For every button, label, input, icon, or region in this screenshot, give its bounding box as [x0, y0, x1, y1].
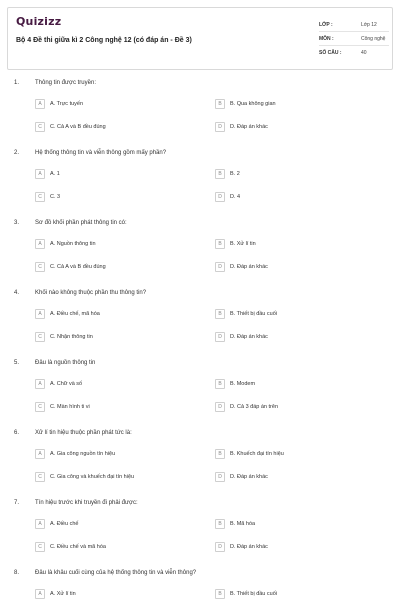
- option-letter-box: C: [35, 262, 45, 272]
- option-letter-box: C: [35, 192, 45, 202]
- option-letter-box: C: [35, 122, 45, 132]
- question-text: Tín hiệu trước khi truyền đi phải được:: [35, 500, 138, 506]
- option-letter-box: B: [215, 519, 225, 529]
- question-number: 3.: [14, 220, 20, 226]
- option-text: A. 1: [50, 171, 60, 177]
- option-text: D. Đáp án khác: [230, 264, 268, 270]
- option-text: B. 2: [230, 171, 240, 177]
- option-text: B. Qua không gian: [230, 101, 276, 107]
- option-text: D. 4: [230, 194, 241, 200]
- question-item: [0, 570, 400, 600]
- question-number: 4.: [14, 290, 20, 296]
- option-letter-box: D: [215, 262, 225, 272]
- option-letter-box: A: [35, 309, 45, 319]
- question-item: [0, 430, 400, 500]
- question-text: Sơ đồ khối phần phát thông tin có:: [35, 220, 127, 226]
- option-letter-box: C: [35, 542, 45, 552]
- option-letter-box: D: [215, 472, 225, 482]
- meta-value: 40: [361, 50, 367, 56]
- option-letter-box: C: [35, 332, 45, 342]
- quizizz-logo: Quizizz: [16, 15, 62, 28]
- option-text: D. Đáp án khác: [230, 334, 268, 340]
- option-text: C. Gia công và khuếch đại tín hiệu: [50, 474, 135, 480]
- question-item: [0, 220, 400, 290]
- worksheet-header: [7, 7, 393, 70]
- option-text: A. Nguồn thông tin: [50, 241, 96, 247]
- question-text: Đâu là nguồn thông tin: [35, 360, 96, 366]
- option-letter-box: B: [215, 379, 225, 389]
- worksheet-title: Bộ 4 Đề thi giữa kì 2 Công nghệ 12 (có đáp án - Đề 3): [16, 37, 192, 44]
- question-item: [0, 500, 400, 570]
- question-number: 2.: [14, 150, 20, 156]
- question-number: 5.: [14, 360, 20, 366]
- option-text: C. Cả A và B đều đúng: [50, 124, 106, 130]
- option-text: B. Modem: [230, 381, 256, 387]
- option-letter-box: A: [35, 239, 45, 249]
- question-number: 6.: [14, 430, 20, 436]
- option-text: D. Cả 3 đáp án trên: [230, 404, 279, 410]
- question-text: Đâu là khâu cuối cùng của hệ thống thông tin và viễn thông?: [35, 570, 197, 576]
- option-text: C. Nhận thông tin: [50, 334, 93, 340]
- option-text: D. Đáp án khác: [230, 474, 268, 480]
- meta-value: Công nghệ: [361, 36, 386, 42]
- meta-row-class: [319, 18, 389, 32]
- option-letter-box: D: [215, 192, 225, 202]
- option-text: A. Xử lí tin: [50, 591, 76, 597]
- option-letter-box: B: [215, 589, 225, 599]
- question-text: Khối nào không thuộc phần thu thông tin?: [35, 290, 147, 296]
- question-text: Thông tin được truyền:: [35, 80, 96, 86]
- option-text: C. Điều chế và mã hóa: [50, 544, 106, 550]
- option-letter-box: A: [35, 449, 45, 459]
- option-letter-box: C: [35, 402, 45, 412]
- option-letter-box: B: [215, 99, 225, 109]
- option-text: C. Màn hình ti vi: [50, 404, 90, 410]
- option-text: B. Mã hóa: [230, 521, 256, 527]
- option-text: A. Chữ và số: [50, 381, 83, 387]
- option-letter-box: D: [215, 122, 225, 132]
- question-item: [0, 290, 400, 360]
- option-text: D. Đáp án khác: [230, 544, 268, 550]
- option-text: A. Gia công nguồn tín hiệu: [50, 451, 116, 457]
- option-letter-box: B: [215, 449, 225, 459]
- question-item: [0, 360, 400, 430]
- option-letter-box: B: [215, 239, 225, 249]
- meta-label: LỚP :: [319, 22, 333, 28]
- option-text: D. Đáp án khác: [230, 124, 268, 130]
- meta-label: MÔN :: [319, 36, 334, 42]
- option-letter-box: A: [35, 379, 45, 389]
- option-text: C. Cả A và B đều đúng: [50, 264, 106, 270]
- option-letter-box: A: [35, 519, 45, 529]
- option-text: A. Điều chế, mã hóa: [50, 311, 100, 317]
- meta-row-question-count: [319, 46, 389, 60]
- option-letter-box: D: [215, 402, 225, 412]
- question-item: [0, 150, 400, 220]
- option-text: B. Thiết bị đầu cuối: [230, 311, 277, 317]
- option-text: B. Xử lí tin: [230, 241, 256, 247]
- question-number: 1.: [14, 80, 20, 86]
- question-number: 7.: [14, 500, 20, 506]
- option-letter-box: C: [35, 472, 45, 482]
- question-item: [0, 80, 400, 150]
- meta-value: Lớp 12: [361, 22, 377, 28]
- option-text: C. 3: [50, 194, 61, 200]
- meta-label: SỐ CÂU :: [319, 50, 342, 56]
- option-letter-box: B: [215, 169, 225, 179]
- option-letter-box: A: [35, 99, 45, 109]
- option-text: B. Khuếch đại tín hiệu: [230, 451, 284, 457]
- option-text: A. Trực tuyến: [50, 101, 84, 107]
- question-text: Hệ thống thông tin và viễn thông gồm mấy phần?: [35, 150, 167, 156]
- option-letter-box: B: [215, 309, 225, 319]
- option-text: B. Thiết bị đầu cuối: [230, 591, 277, 597]
- option-text: A. Điều chế: [50, 521, 79, 527]
- question-text: Xử lí tin hiệu thuộc phần phát tức là:: [35, 430, 132, 436]
- option-letter-box: D: [215, 332, 225, 342]
- option-letter-box: D: [215, 542, 225, 552]
- option-letter-box: A: [35, 169, 45, 179]
- meta-row-subject: [319, 32, 389, 46]
- question-number: 8.: [14, 570, 20, 576]
- worksheet-meta: [319, 18, 389, 60]
- option-letter-box: A: [35, 589, 45, 599]
